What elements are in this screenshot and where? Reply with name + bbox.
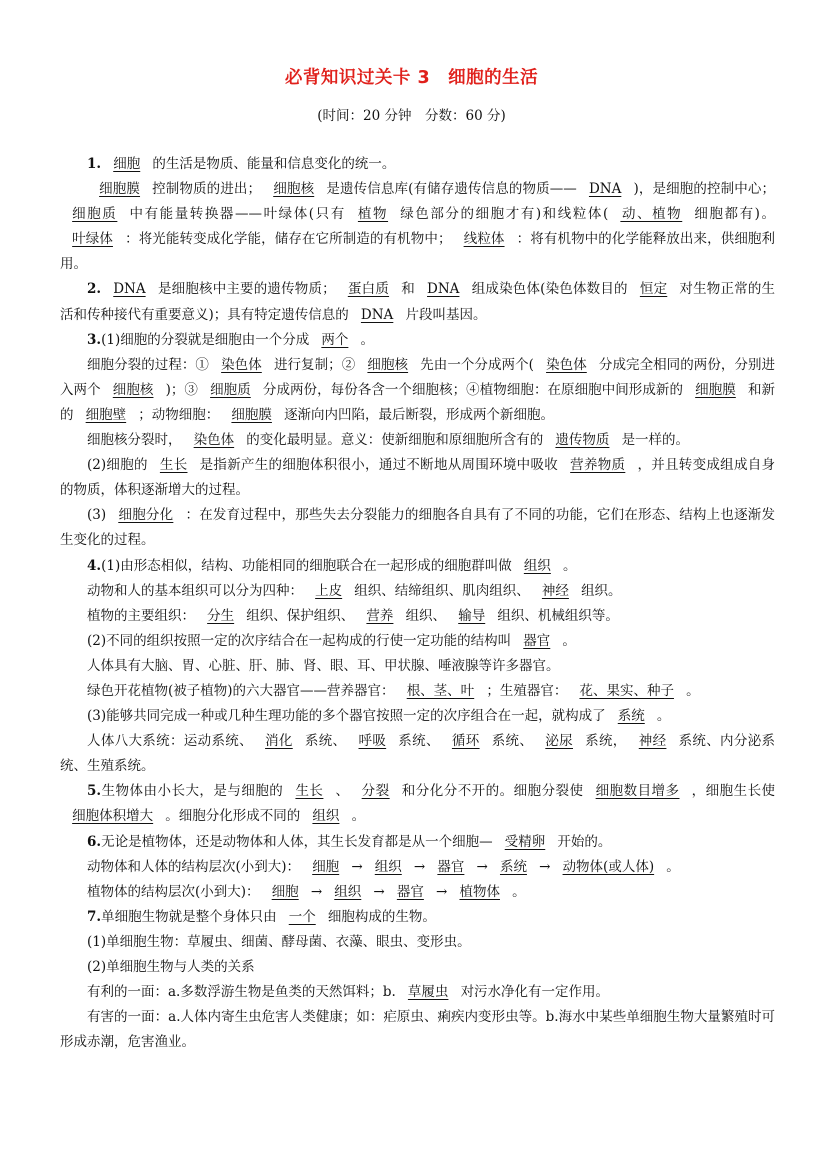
fill-in-answer: 系统 xyxy=(499,858,527,875)
text-segment: 人体八大系统：运动系统、 xyxy=(87,733,253,750)
text-segment: 和分化分不开的。细胞分裂使 xyxy=(401,783,584,800)
text-segment: 。 xyxy=(512,883,526,900)
fill-in-answer: 草履虫 xyxy=(407,984,449,1001)
text-segment: (1)单细胞生物：草履虫、细菌、酵母菌、衣藻、眼虫、变形虫。 xyxy=(87,933,471,950)
fill-in-answer: 呼吸 xyxy=(358,733,387,750)
paragraph xyxy=(60,503,775,553)
text-segment: 细胞核分裂时， xyxy=(87,432,182,449)
text-segment: 组织、结缔组织、肌肉组织、 xyxy=(354,582,530,599)
text-segment: 和新的 xyxy=(60,381,776,423)
text-segment: 片段叫基因。 xyxy=(405,306,487,323)
text-segment: 细胞分裂的过程：① xyxy=(87,356,209,373)
paragraph xyxy=(60,704,775,729)
text-segment: 植物的主要组织： xyxy=(87,607,195,624)
text-segment: ：将光能转变成化学能，储存在它所制造的有机物中； xyxy=(125,231,452,248)
text-segment: 。 xyxy=(563,557,577,574)
fill-in-answer: 器官 xyxy=(396,883,424,900)
text-segment: 动物体和人体的结构层次(小到大)： xyxy=(87,858,301,875)
paragraph xyxy=(60,1005,775,1055)
text-segment: 对生物正常的生活和传种接代有重要意义)；具有特定遗传信息的 xyxy=(60,281,776,323)
paragraph xyxy=(60,554,775,579)
fill-in-answer: 动、植物 xyxy=(620,206,683,223)
text-segment: 是细胞核中主要的遗传物质； xyxy=(157,281,336,298)
fill-in-answer: 消化 xyxy=(265,733,293,750)
text-segment: 逐渐向内凹陷，最后断裂，形成两个新细胞。 xyxy=(284,406,555,423)
fill-in-answer: 神经 xyxy=(638,733,667,750)
fill-in-answer: 细胞质 xyxy=(72,206,118,223)
text-segment: (1)细胞的分裂就是细胞由一个分成 xyxy=(101,331,310,348)
fill-in-answer: 遗传物质 xyxy=(555,432,610,449)
fill-in-answer: 恒定 xyxy=(639,281,668,298)
fill-in-answer: 细胞壁 xyxy=(85,406,127,423)
fill-in-answer: 植物 xyxy=(357,206,389,223)
text-segment: 。 xyxy=(360,331,374,348)
text-segment: ，细胞生长使 xyxy=(691,783,776,800)
text-segment: → xyxy=(476,858,488,875)
page-subtitle: (时间：20 分钟 分数：60 分) xyxy=(317,108,506,124)
text-segment: 对污水净化有一定作用。 xyxy=(460,984,610,1001)
text-segment: )；③ xyxy=(165,381,198,398)
text-segment: (1)由形态相似，结构、功能相同的细胞联合在一起形成的细胞群叫做 xyxy=(101,557,512,574)
fill-in-answer: 细胞膜 xyxy=(231,406,272,423)
text-segment: 。 xyxy=(686,682,700,699)
text-segment: 开始的。 xyxy=(557,833,612,850)
question-number: 5. xyxy=(87,783,102,800)
fill-in-answer: 植物体 xyxy=(459,883,500,900)
text-segment: 生物体由小长大，是与细胞的 xyxy=(101,783,284,800)
text-segment: 是一样的。 xyxy=(621,432,690,449)
paragraph xyxy=(60,930,775,955)
text-segment: 系统， xyxy=(585,733,627,750)
text-segment: 。 xyxy=(351,808,366,825)
question-number: 1. xyxy=(87,156,102,172)
fill-in-answer: 系统 xyxy=(617,708,645,725)
text-segment: 控制物质的进出； xyxy=(152,181,262,198)
text-segment: 组成染色体(染色体数目的 xyxy=(471,281,628,298)
fill-in-answer: 营养 xyxy=(366,607,394,624)
fill-in-answer: 细胞膜 xyxy=(99,181,141,198)
text-segment: 。 xyxy=(656,708,671,725)
fill-in-answer: 染色体 xyxy=(221,356,262,373)
fill-in-answer: 组织 xyxy=(374,858,402,875)
paragraph xyxy=(60,604,775,629)
text-segment: 植物体的结构层次(小到大)： xyxy=(87,883,260,900)
fill-in-answer: 一个 xyxy=(288,908,316,925)
paragraph xyxy=(60,629,775,654)
paragraph xyxy=(60,955,775,980)
fill-in-answer: 细胞体积增大 xyxy=(72,808,154,825)
fill-in-answer: 受精卵 xyxy=(504,833,546,850)
text-segment: 和 xyxy=(401,281,415,298)
text-segment: ；动物细胞： xyxy=(138,406,220,423)
fill-in-answer: 两个 xyxy=(321,331,349,348)
text-segment: 。细胞分化形成不同的 xyxy=(165,808,301,825)
paragraph xyxy=(60,428,775,453)
text-segment: 是遗传信息库(有储存遗传信息的物质—— xyxy=(326,181,577,198)
text-segment: → xyxy=(413,858,426,875)
text-segment: → xyxy=(539,858,551,875)
text-segment: (2)单细胞生物与人类的关系 xyxy=(87,959,255,975)
paragraph xyxy=(60,353,775,428)
text-segment: 绿色开花植物(被子植物)的六大器官——营养器官： xyxy=(87,682,395,699)
text-segment: 是指新产生的细胞体积很小，通过不断地从周围环境中吸收 xyxy=(199,457,559,474)
text-segment: 。 xyxy=(562,632,576,649)
paragraph xyxy=(60,654,775,679)
text-segment: → xyxy=(436,883,448,900)
fill-in-answer: 蛋白质 xyxy=(347,281,390,298)
question-number: 4. xyxy=(87,557,102,574)
text-segment: 组织、机械组织等。 xyxy=(497,607,619,624)
text-segment: 组织、 xyxy=(405,607,447,624)
page-title: 必背知识过关卡 3 细胞的生活 xyxy=(284,68,539,88)
text-segment: 、 xyxy=(335,783,350,800)
text-segment: 系统、内分泌系统、生殖系统。 xyxy=(60,733,776,775)
paragraph xyxy=(60,453,775,503)
fill-in-answer: 细胞膜 xyxy=(695,381,736,398)
text-segment: → xyxy=(351,858,363,875)
fill-in-answer: 细胞核 xyxy=(367,356,409,373)
text-segment: (2)细胞的 xyxy=(87,457,148,474)
text-segment: 动物和人的基本组织可以分为四种： xyxy=(87,582,303,599)
text-segment: 单细胞生物就是整个身体只由 xyxy=(101,908,277,925)
fill-in-answer: 上皮 xyxy=(315,582,343,599)
text-segment: 组织、保护组织、 xyxy=(246,607,355,624)
fill-in-answer: 细胞质 xyxy=(210,381,251,398)
fill-in-answer: 细胞分化 xyxy=(118,507,174,524)
text-segment: 人体具有大脑、胃、心脏、肝、肺、肾、眼、耳、甲状腺、唾液腺等许多器官。 xyxy=(87,657,560,674)
text-segment: 先由一个分成两个( xyxy=(420,356,534,373)
text-segment: ，并且转变成组成自身的物质，体积逐渐增大的过程。 xyxy=(60,457,776,499)
text-segment: )，是细胞的控制中心； xyxy=(633,181,776,198)
paragraph xyxy=(60,152,775,177)
paragraph xyxy=(60,579,775,604)
paragraph xyxy=(60,277,775,327)
paragraph xyxy=(60,905,775,930)
fill-in-answer: 组织 xyxy=(334,883,362,900)
fill-in-answer: 器官 xyxy=(523,632,551,649)
fill-in-answer: 神经 xyxy=(541,582,569,599)
text-segment: 进行复制；② xyxy=(273,356,356,373)
paragraph xyxy=(60,328,775,353)
question-number: 2. xyxy=(87,281,102,298)
text-segment: ：将有机物中的化学能释放出来，供细胞利用。 xyxy=(60,231,776,273)
fill-in-answer: 细胞核 xyxy=(112,381,154,398)
paragraph xyxy=(60,679,775,704)
text-segment: → xyxy=(310,883,323,900)
text-segment: ；生殖器官： xyxy=(486,682,568,699)
fill-in-answer: 叶绿体 xyxy=(72,231,113,248)
question-number: 7. xyxy=(87,908,102,925)
fill-in-answer: 细胞 xyxy=(113,156,141,172)
paragraph xyxy=(60,855,775,880)
fill-in-answer: 线粒体 xyxy=(463,231,505,248)
fill-in-answer: 细胞 xyxy=(271,883,299,900)
paragraph xyxy=(60,177,775,277)
paragraph xyxy=(60,880,775,905)
fill-in-answer: DNA xyxy=(113,281,146,298)
text-segment: 分成两份，每份各含一个细胞核；④植物细胞：在原细胞中间形成新的 xyxy=(262,381,684,398)
text-segment: 细胞构成的生物。 xyxy=(327,908,436,925)
text-segment: 。 xyxy=(666,858,680,875)
text-segment: 系统、 xyxy=(304,733,347,750)
text-segment: 有害的一面：a.人体内寄生虫危害人类健康；如：疟原虫、痢疾内变形虫等。b.海水中某些单细胞生物大量繁殖时可形成赤潮，危害渔业。 xyxy=(60,1009,775,1051)
fill-in-answer: 组织 xyxy=(523,557,551,574)
fill-in-answer: 细胞数目增多 xyxy=(595,783,680,800)
text-segment: 系统、 xyxy=(491,733,534,750)
fill-in-answer: 染色体 xyxy=(193,432,235,449)
paragraph xyxy=(60,779,775,829)
fill-in-answer: 分裂 xyxy=(361,783,390,800)
fill-in-answer: 生长 xyxy=(295,783,324,800)
fill-in-answer: 生长 xyxy=(159,457,188,474)
fill-in-answer: 分生 xyxy=(207,607,235,624)
fill-in-answer: 器官 xyxy=(437,858,465,875)
paragraph xyxy=(60,729,775,779)
fill-in-answer: 细胞 xyxy=(312,858,340,875)
fill-in-answer: DNA xyxy=(588,181,622,198)
fill-in-answer: 细胞核 xyxy=(273,181,315,198)
text-segment: 组织。 xyxy=(581,582,622,599)
worksheet-content xyxy=(60,152,775,1055)
text-segment: (2)不同的组织按照一定的次序结合在一起构成的行使一定功能的结构叫 xyxy=(87,632,512,649)
fill-in-answer: 组织 xyxy=(312,808,340,825)
fill-in-answer: 动物体(或人体) xyxy=(562,858,655,875)
fill-in-answer: 根、茎、叶 xyxy=(406,682,475,699)
text-segment: 中有能量转换器——叶绿体(只有 xyxy=(129,206,346,223)
text-segment: (3) xyxy=(87,507,107,524)
fill-in-answer: 泌尿 xyxy=(545,733,573,750)
question-number: 3. xyxy=(87,331,102,348)
question-number: 6. xyxy=(87,833,102,850)
text-segment: 分成完全相同的两份，分别进入两个 xyxy=(60,356,776,398)
text-segment: → xyxy=(373,883,385,900)
fill-in-answer: 营养物质 xyxy=(570,457,626,474)
text-segment: 细胞都有)。 xyxy=(694,206,775,223)
text-segment: (3)能够共同完成一种或几种生理功能的多个器官按照一定的次序组合在一起，就构成了 xyxy=(87,708,606,725)
paragraph xyxy=(60,980,775,1005)
text-segment: 绿色部分的细胞才有)和线粒体( xyxy=(400,206,609,223)
fill-in-answer: DNA xyxy=(427,281,460,298)
text-segment: 无论是植物体，还是动物体和人体，其生长发育都是从一个细胞— xyxy=(101,833,493,850)
text-segment: 系统、 xyxy=(398,733,440,750)
fill-in-answer: 花、果实、种子 xyxy=(579,682,674,699)
fill-in-answer: 循环 xyxy=(451,733,480,750)
text-segment: 的变化最明显。意义：使新细胞和原细胞所含有的 xyxy=(246,432,544,449)
text-segment: ：在发育过程中，那些失去分裂能力的细胞各自具有了不同的功能，它们在形态、结构上也逐渐发生变化的过程。 xyxy=(60,507,776,549)
text-segment: 的生活是物质、能量和信息变化的统一。 xyxy=(152,156,396,172)
paragraph xyxy=(60,830,775,855)
fill-in-answer: 染色体 xyxy=(546,356,587,373)
fill-in-answer: DNA xyxy=(360,306,394,323)
fill-in-answer: 输导 xyxy=(458,607,486,624)
text-segment: 有利的一面：a.多数浮游生物是鱼类的天然饵料；b. xyxy=(87,984,396,1001)
